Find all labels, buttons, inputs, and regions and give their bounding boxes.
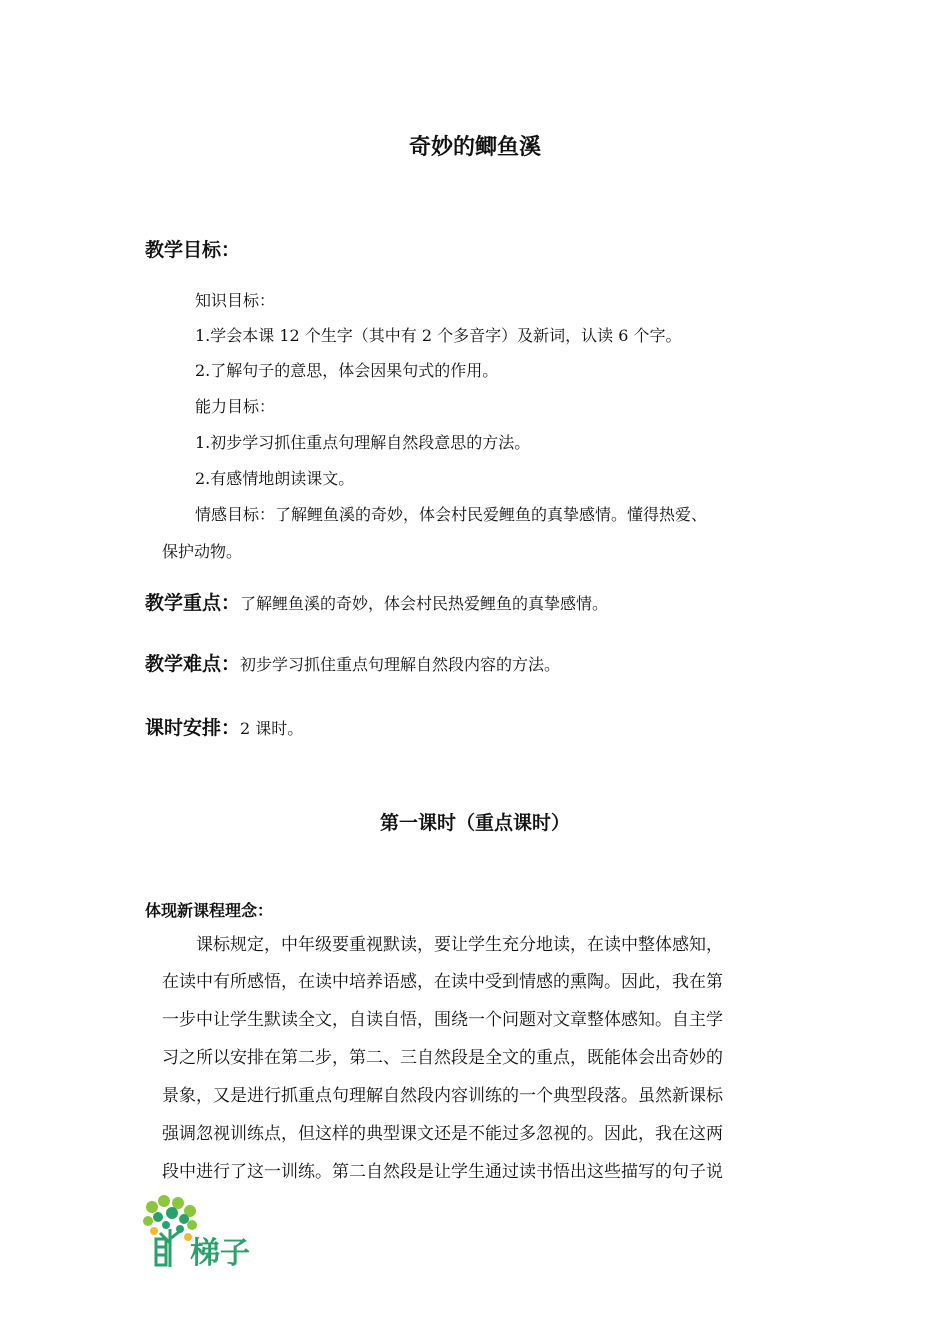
concept-line: 景象，又是进行抓重点句理解自然段内容训练的一个典型段落。虽然新课标 [162, 1086, 723, 1106]
objective-line: 1.学会本课 12 个生字（其中有 2 个多音字）及新词，认读 6 个字。 [195, 326, 682, 345]
objective-line: 能力目标： [195, 397, 276, 416]
difficulty-text: 初步学习抓住重点句理解自然段内容的方法。 [240, 655, 561, 674]
schedule-label: 课时安排： [145, 717, 241, 739]
objective-line: 1.初步学习抓住重点句理解自然段意思的方法。 [195, 433, 531, 452]
objective-line: 保护动物。 [162, 542, 243, 561]
key-point-row [145, 588, 608, 615]
difficulty-row [145, 649, 560, 676]
document-title: 奇妙的鲫鱼溪 [408, 135, 541, 160]
key-point-label: 教学重点： [145, 592, 241, 614]
objective-line: 情感目标：了解鲤鱼溪的奇妙，体会村民爱鲤鱼的真挚感情。懂得热爱、 [195, 505, 708, 524]
concept-line: 课标规定，中年级要重视默读，要让学生充分地读，在读中整体感知， [162, 935, 723, 955]
concept-line: 一步中让学生默读全文，自读自悟，围绕一个问题对文章整体感知。自主学 [162, 1010, 723, 1030]
logo-text: 梯子 [190, 1236, 250, 1271]
key-point-text: 了解鲤鱼溪的奇妙，体会村民热爱鲤鱼的真挚感情。 [240, 594, 609, 613]
objective-line: 知识目标： [195, 291, 276, 310]
objective-line: 2.了解句子的意思，体会因果句式的作用。 [195, 361, 499, 380]
objective-line: 2.有感情地朗读课文。 [195, 469, 355, 488]
difficulty-label: 教学难点： [145, 653, 241, 675]
schedule-row [145, 713, 303, 740]
concept-line: 强调忽视训练点，但这样的典型课文还是不能过多忽视的。因此，我在这两 [162, 1124, 723, 1144]
schedule-text: 2 课时。 [240, 719, 304, 738]
concept-line: 段中进行了这一训练。第二自然段是让学生通过读书悟出这些描写的句子说 [162, 1162, 723, 1182]
objectives-heading: 教学目标： [145, 239, 241, 261]
concept-line: 在读中有所感悟，在读中培养语感，在读中受到情感的熏陶。因此，我在第 [162, 972, 723, 992]
concept-heading: 体现新课程理念： [145, 901, 274, 920]
lesson-title: 第一课时（重点课时） [379, 812, 570, 834]
concept-line: 习之所以安排在第二步，第二、三自然段是全文的重点，既能体会出奇妙的 [162, 1048, 723, 1068]
